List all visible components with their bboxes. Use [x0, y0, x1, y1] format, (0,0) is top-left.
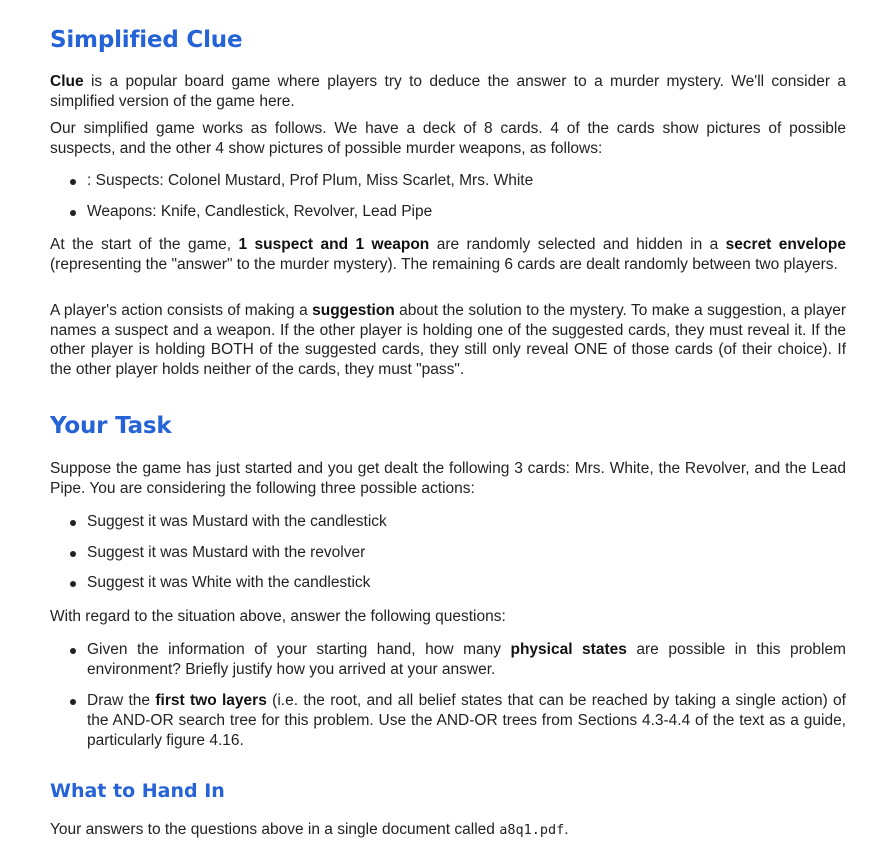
list-item-action-2: Suggest it was Mustard with the revolver	[50, 543, 846, 563]
card-list	[50, 171, 846, 221]
envelope-paragraph: At the start of the game, 1 suspect and 1 weapon are randomly selected and hidden in a secret envelope (representing the "answer" to the murder mystery). The remaining 6 cards are dealt randomly between two players.	[50, 236, 846, 273]
list-item-suspects: : Suspects: Colonel Mustard, Prof Plum, Miss Scarlet, Mrs. White	[50, 171, 846, 191]
task-paragraph: Suppose the game has just started and you get dealt the following 3 cards: Mrs. White, the Revolver, and the Lead Pipe. You are considering the following three possible actions:	[50, 460, 846, 497]
questions-intro: With regard to the situation above, answer the following questions:	[50, 608, 506, 625]
list-item-question-1: Given the information of your starting hand, how many physical states are possible in this problem environment? Briefly justify how you arrived at your answer.	[50, 640, 846, 679]
clue-term: Clue	[50, 73, 84, 90]
question-list	[50, 640, 846, 750]
heading-what-to-hand-in: What to Hand In	[50, 780, 225, 802]
intro-paragraph: Clue is a popular board game where players try to deduce the answer to a murder mystery. We'll consider a simplified version of the game here.	[50, 73, 846, 110]
list-item-question-2: Draw the first two layers (i.e. the root, and all belief states that can be reached by taking a single action) of the AND-OR search tree for this problem. Use the AND-OR trees from Sections 4.3-4.4 of the text as a guide, particularly figure 4.16.	[50, 691, 846, 750]
action-list	[50, 512, 846, 593]
list-item-weapons: Weapons: Knife, Candlestick, Revolver, Lead Pipe	[50, 202, 846, 222]
hand-in-paragraph: Your answers to the questions above in a single document called a8q1.pdf.	[50, 821, 569, 838]
heading-your-task: Your Task	[50, 413, 172, 439]
heading-simplified-clue: Simplified Clue	[50, 27, 243, 53]
list-item-action-1: Suggest it was Mustard with the candlestick	[50, 512, 846, 532]
filename: a8q1.pdf	[499, 822, 565, 838]
list-item-action-3: Suggest it was White with the candlestick	[50, 573, 846, 593]
suggestion-paragraph: A player's action consists of making a suggestion about the solution to the mystery. To make a suggestion, a player names a suspect and a weapon. If the other player is holding one of the suggested cards, they must reveal it. If the other player is holding BOTH of the suggested cards, they still only reveal ONE of those cards (of their choice). If the other player holds neither of the cards, they must "pass".	[50, 302, 847, 379]
rules-paragraph: Our simplified game works as follows. We have a deck of 8 cards. 4 of the cards show pictures of possible suspects, and the other 4 show pictures of possible murder weapons, as follows:	[50, 120, 846, 157]
